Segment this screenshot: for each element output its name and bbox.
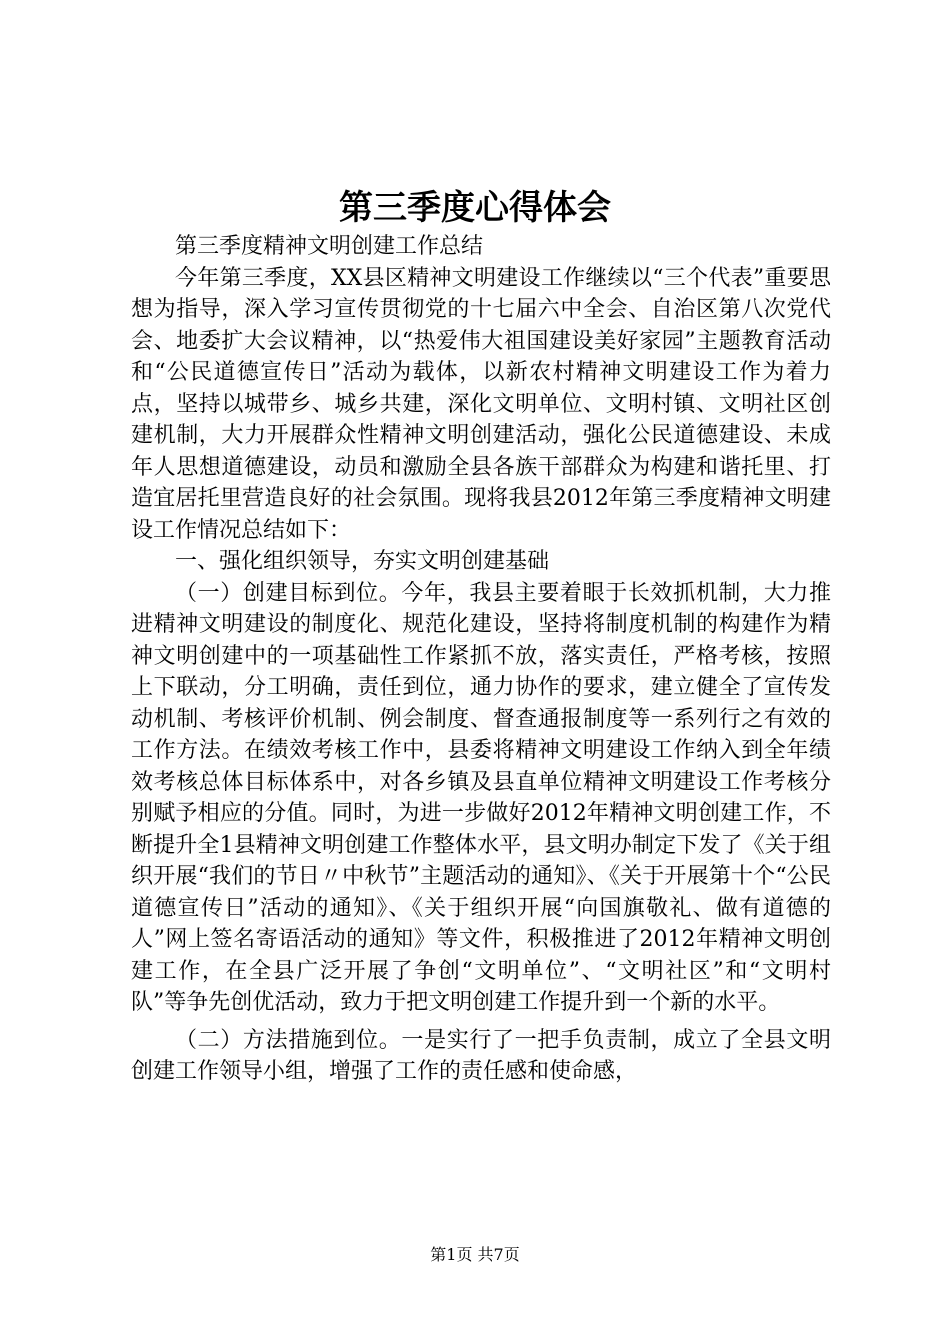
document-body [131,231,831,1088]
page-footer: 第1页 共7页 [430,1245,520,1264]
body-paragraph: （一）创建目标到位。今年，我县主要着眼于长效抓机制，大力推进精神文明建设的制度化、规范化建设，坚持将制度机制的构建作为精神文明创建中的一项基础性工作紧抓不放，落实责任，严格考核，按照上下联动，分工明确，责任到位，通力协作的要求，建立健全了宣传发动机制、考核评价机制、例会制度、督查通报制度等一系列行之有效的工作方法。在绩效考核工作中，县委将精神文明建设工作纳入到全年绩效考核总体目标体系中，对各乡镇及县直单位精神文明建设工作考核分别赋予相应的分值。同时，为进一步做好2012年精神文明创建工作，不断提升全1县精神文明创建工作整体水平，县文明办制定下发了《关于组织开展“我们的节日〃中秋节”主题活动的通知》、《关于开展第十个“公民道德宣传日”活动的通知》、《关于组织开展“向国旗敬礼、做有道德的人”网上签名寄语活动的通知》等文件，积极推进了2012年精神文明创建工作，在全县广泛开展了争创“文明单位”、“文明社区”和“文明村队”等争先创优活动，致力于把文明创建工作提升到一个新的水平。 [131,580,831,1015]
subtitle-paragraph: 第三季度精神文明创建工作总结 [175,234,484,259]
section-heading: 一、强化组织领导，夯实文明创建基础 [175,549,550,574]
document-title: 第三季度心得体会 [339,188,611,228]
body-paragraph: （二）方法措施到位。一是实行了一把手负责制，成立了全县文明创建工作领导小组，增强了工作的责任感和使命感， [131,1027,831,1084]
intro-paragraph: 今年第三季度，XX县区精神文明建设工作继续以“三个代表”重要思想为指导，深入学习宣传贯彻党的十七届六中全会、自治区第八次党代会、地委扩大会议精神，以“热爱伟大祖国建设美好家园”主题教育活动和“公民道德宣传日”活动为载体，以新农村精神文明建设工作为着力点，坚持以城带乡、城乡共建，深化文明单位、文明村镇、文明社区创建机制，大力开展群众性精神文明创建活动，强化公民道德建设、未成年人思想道德建设，动员和激励全县各族干部群众为构建和谐托里、打造宜居托里营造良好的社会氛围。现将我县2012年第三季度精神文明建设工作情况总结如下： [131,265,831,543]
